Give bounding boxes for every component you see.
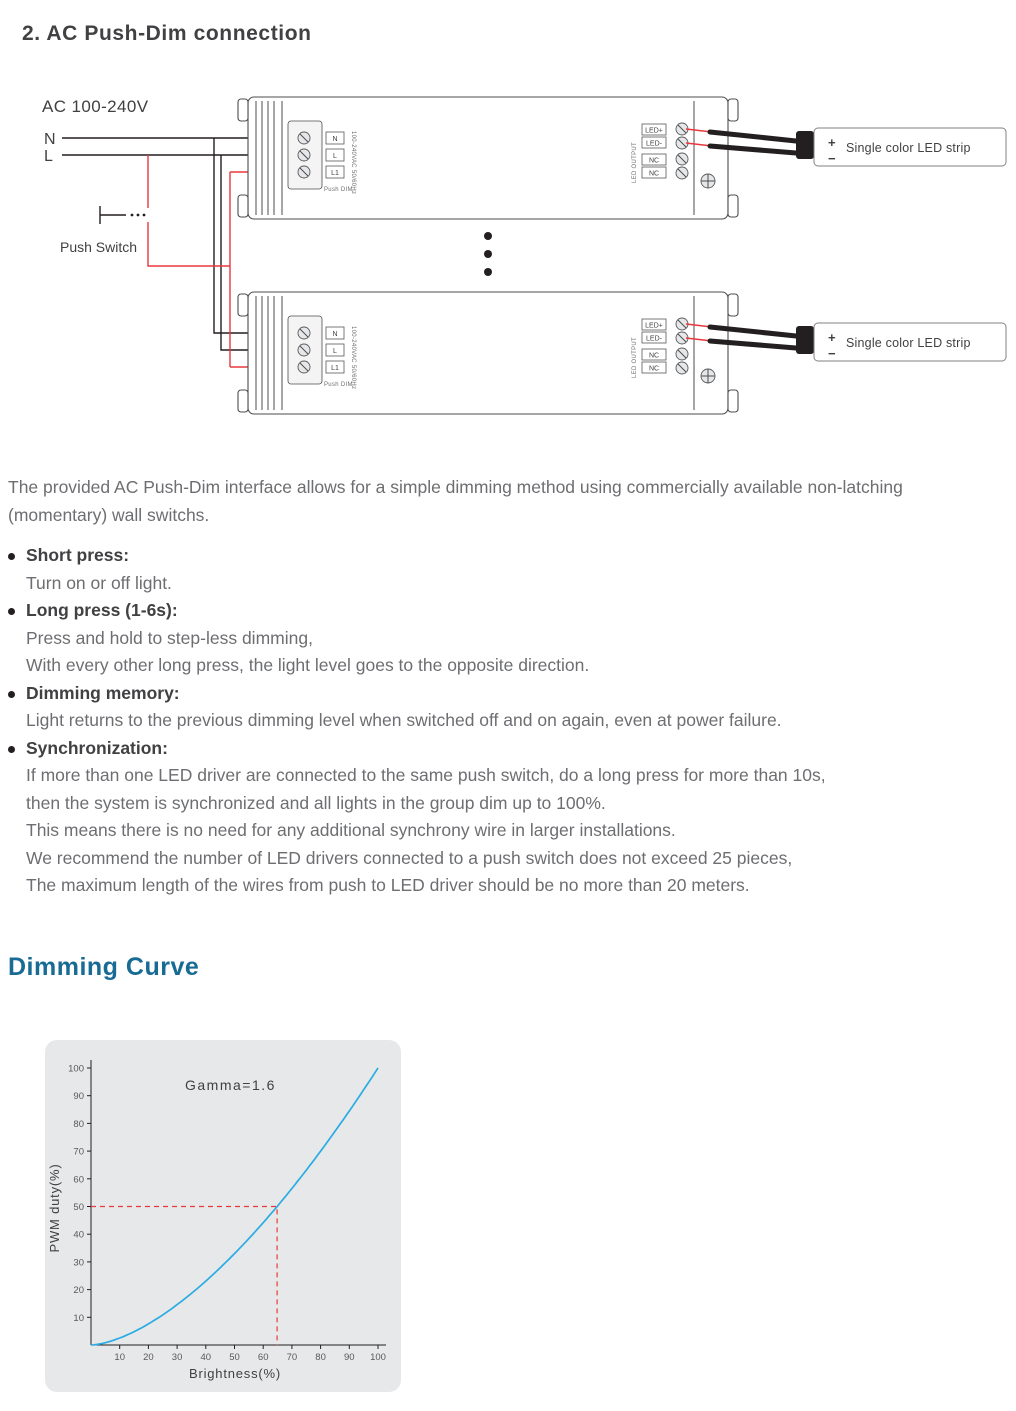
svg-text:30: 30 bbox=[171, 1352, 183, 1363]
svg-text:100: 100 bbox=[370, 1352, 386, 1363]
bullet-line: We recommend the number of LED drivers connected to a push switch does not exceed 25 pieces, bbox=[26, 847, 793, 868]
gamma-curve-line bbox=[91, 1068, 378, 1345]
push-dim-text: Push DIM bbox=[324, 187, 353, 193]
svg-text:90: 90 bbox=[73, 1091, 84, 1103]
svg-text:30: 30 bbox=[73, 1257, 84, 1269]
strip-label-1: Single color LED strip bbox=[846, 141, 971, 155]
bullet-title: Dimming memory: bbox=[8, 680, 1010, 708]
bullet-icon bbox=[8, 691, 15, 698]
terminal-label-ledp: LED+ bbox=[645, 322, 663, 330]
terminal-label-nc1: NC bbox=[648, 352, 660, 360]
terminal-label-l1: L1 bbox=[331, 365, 339, 372]
bullet-title: Synchronization: bbox=[8, 735, 1010, 763]
svg-text:90: 90 bbox=[344, 1352, 355, 1363]
svg-text:10: 10 bbox=[114, 1352, 125, 1363]
y-axis-label: PWM duty(%) bbox=[47, 1163, 62, 1253]
terminal-label-ledm: LED- bbox=[646, 335, 662, 343]
bullet-icon bbox=[8, 608, 15, 615]
terminal-label-n: N bbox=[332, 331, 338, 338]
svg-text:70: 70 bbox=[73, 1146, 84, 1158]
strip-minus: − bbox=[828, 346, 836, 361]
ac-voltage-label: AC 100-240V bbox=[42, 97, 149, 116]
led-strip-connection-2 bbox=[686, 323, 1006, 361]
terminal-label-nc2: NC bbox=[648, 365, 660, 373]
svg-text:40: 40 bbox=[200, 1352, 212, 1363]
terminal-label-ledp: LED+ bbox=[645, 127, 663, 135]
input-terminal-screws bbox=[298, 327, 310, 373]
strip-plus: + bbox=[828, 135, 836, 150]
strip-label-2: Single color LED strip bbox=[846, 336, 971, 350]
bullet-line: Turn on or off light. bbox=[26, 572, 172, 593]
strip-minus: − bbox=[828, 151, 836, 166]
live-label: L bbox=[44, 148, 53, 165]
input-rating-text: 100-240VAC 50/60Hz bbox=[350, 131, 356, 195]
bullet-line: This means there is no need for any additional synchrony wire in larger installations. bbox=[26, 820, 676, 840]
neutral-label: N bbox=[44, 131, 56, 148]
svg-text:80: 80 bbox=[315, 1352, 326, 1363]
terminal-label-n: N bbox=[332, 136, 338, 143]
description-block bbox=[8, 474, 1010, 900]
wiring-diagram bbox=[0, 0, 1016, 452]
input-terminal-screws bbox=[298, 132, 310, 178]
bullet-line: Press and hold to step-less dimming, bbox=[26, 627, 313, 648]
more-drivers-dots bbox=[484, 232, 492, 276]
intro-line: (momentary) wall switchs. bbox=[8, 504, 210, 525]
svg-text:80: 80 bbox=[73, 1118, 84, 1130]
terminal-label-ledm: LED- bbox=[646, 140, 662, 148]
push-switch-symbol bbox=[100, 206, 145, 224]
section-title: 2. AC Push-Dim connection bbox=[22, 22, 312, 45]
terminal-label-l: L bbox=[333, 348, 337, 355]
svg-text:60: 60 bbox=[73, 1174, 84, 1186]
dimming-curve-plot bbox=[45, 1040, 401, 1392]
bullet-icon bbox=[8, 553, 15, 560]
bullet-icon bbox=[8, 746, 15, 753]
feature-list bbox=[8, 542, 1010, 900]
push-dim-text: Push DIM bbox=[324, 382, 353, 388]
svg-text:50: 50 bbox=[73, 1202, 84, 1213]
bullet-line: Light returns to the previous dimming level when switched off and on again, even at power failure. bbox=[26, 710, 782, 730]
svg-text:60: 60 bbox=[257, 1352, 269, 1363]
bullet-title: Long press (1-6s): bbox=[8, 597, 1010, 625]
terminal-label-l: L bbox=[333, 153, 337, 160]
svg-text:10: 10 bbox=[73, 1312, 84, 1324]
terminal-label-nc2: NC bbox=[648, 170, 660, 178]
led-strip-connection-1 bbox=[686, 128, 1006, 166]
svg-text:20: 20 bbox=[143, 1352, 154, 1363]
x-axis-label: Brightness(%) bbox=[188, 1366, 282, 1381]
bullet-title: Short press: bbox=[8, 542, 1010, 570]
strip-plus: + bbox=[828, 330, 836, 345]
dimming-curve-heading: Dimming Curve bbox=[8, 953, 200, 981]
input-rating-text: 100-240VAC 50/60Hz bbox=[350, 326, 356, 390]
terminal-label-nc1: NC bbox=[648, 157, 660, 165]
bullet-line: then the system is synchronized and all lights in the group dim up to 100%. bbox=[26, 792, 606, 813]
led-output-text: LED OUTPUT bbox=[632, 141, 638, 183]
gamma-annotation: Gamma=1.6 bbox=[185, 1077, 276, 1093]
led-driver-1 bbox=[238, 97, 738, 219]
dimming-curve-chart bbox=[45, 1040, 401, 1392]
svg-text:70: 70 bbox=[286, 1352, 298, 1363]
bullet-line: If more than one LED driver are connected to the same push switch, do a long press for more than 10s, bbox=[26, 765, 826, 785]
svg-text:20: 20 bbox=[73, 1285, 84, 1297]
terminal-label-l1: L1 bbox=[331, 170, 339, 177]
led-output-text: LED OUTPUT bbox=[632, 336, 638, 378]
bullet-line: The maximum length of the wires from push to LED driver should be no more than 20 meters. bbox=[26, 875, 750, 895]
intro-line: The provided AC Push-Dim interface allows for a simple dimming method using commercially available non-latching bbox=[8, 477, 903, 497]
svg-text:100: 100 bbox=[68, 1063, 84, 1075]
svg-text:50: 50 bbox=[229, 1352, 240, 1363]
led-driver-2 bbox=[238, 292, 738, 414]
push-switch-label: Push Switch bbox=[60, 239, 138, 255]
bullet-line: With every other long press, the light level goes to the opposite direction. bbox=[26, 655, 590, 675]
svg-text:40: 40 bbox=[73, 1229, 84, 1241]
